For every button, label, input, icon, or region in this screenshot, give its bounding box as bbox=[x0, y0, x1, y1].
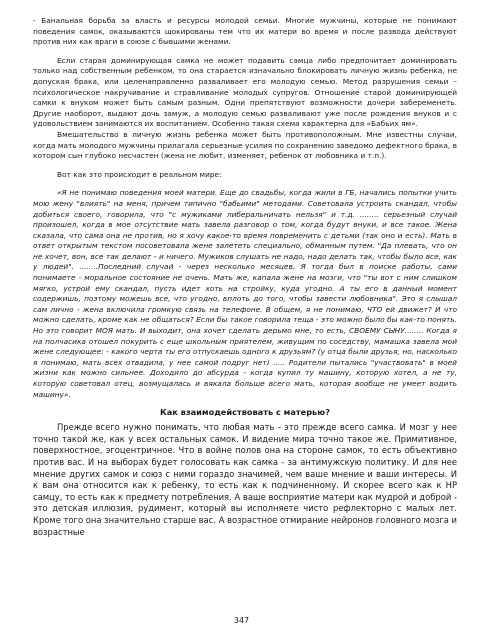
paragraph-3: Вмешательство в личную жизнь ребенка может быть противоположным. Мне известны случаи, когда мать молодого мужчины прилагала серьезные усилия по сохранению заведомо дефектного брака, в котором сын глубоко несчастен (жена не любит, изменяет, ребенок от любовника и т.п.). bbox=[33, 129, 457, 161]
paragraph-1: - Банальная борьба за власть и ресурсы молодой семьи. Многие мужчины, которые не понимают поведения самок, оказываются шокированы тем что их матери во время и после развода действуют против них как враги в союзе с бывшими женами. bbox=[33, 16, 457, 47]
quote-block bbox=[33, 188, 457, 400]
page-number: 347 bbox=[233, 616, 250, 625]
section-heading: Как взаимодействовать с матерью? bbox=[160, 407, 330, 418]
paragraph-2: Если старая доминирующая самка не может подавить самца либо предпочитает доминировать только над собственным ребенком, то она старается изначально блокировать личную жизнь ребенка, не допуская брака, или целенаправленно разваливает его молодую семью. Метод разрушения семьи – психологическое накручивание и стравливание молодых супругов. Отношение старой доминирующей самки к внуком может быть самым разным. Одни препятствуют возможности дочери забеременеть. Другие наоборот, выдают дочь замуж, а молодую семью разваливают уже после рождения внуков и с удовольствием занимаются их воспитанием. Особенно такая схема характерна для «Бабьих ям». bbox=[33, 55, 457, 129]
paragraph-4: Вот как это происходит в реальном мире: bbox=[57, 169, 222, 179]
closing-paragraph: Прежде всего нужно понимать, что любая мать - это прежде всего самка. И мозг у нее точно такой же, как у всех остальных самок. И видение мира точно такое же. Примитивное, поверхностное, эгоцентричное. Что в войне полов она на стороне самок, то есть объективно против вас. И на выборах будет голосовать как самка - за антимужскую политику. И для нее мнение других самок и союз с ними гораздо значимей, чем ваше мнение и ваши интересы. И к вам она относится как к ребенку, то есть как к подчиненному. И скорее всего как к НР самцу, то есть как к предмету потребления. А ваше восприятие матери как мудрой и доброй - это детская иллюзия, рудимент, который вы исполняете чисто рефлекторно с малых лет. Кроме того она значительно старше вас. А возрастное отмирание нейронов головного мозга и возрастные bbox=[33, 422, 457, 537]
page-body bbox=[33, 16, 457, 538]
quote-text: «Я не понимаю поведения моей матери. Еще до свадьбы, когда жили в ГБ, начались попытки учить мою жену "влиять" на меня, причем типично "бабьими" методами. Советовала устроить скандал, чтобы добиться своего, говорила, что "с мужиками либеральничать нельзя" и т.д. ........ серьезный случай произошел, когда в мое отсутствие мать завела разговор о том, когда будут внуки, и все такое. Жена сказала, что сама она не против, но я хочу какое-то время повременить с детьми (так оно и есть). Мать в ответ открытым текстом посоветовала жене залететь специально, обманным путем. "Да плевать, что он не хочет, вон, все так делают - и ничего. Мужиков слушать не надо, надо делать так, чтобы было все, как у людей". ........Последний случай - через несколько месяцев. Я тогда был в поиске работы, сами понимаете - моральное состояние не очень. Мать же, капала жене на мозги, что "ты вот с ним слишком мягко, устрой ему скандал, пусть идет хоть на стройку, куда угодно. А ты его в данный момент содержишь, поэтому можешь все, что угодно, вплоть до того, чтобы завести любовника". Это я слышал сам лично - жена включила громкую связь на телефоне. В общем, я не понимаю, ЧТО ей движет? И что можно сделать, кроме как не общаться? Если бы такое говорила теща - это можно было бы как-то понять. Но это говорит МОЯ мать. И выходит, она хочет сделать дерьмо мне, то есть, СВОЕМУ СЫНУ........ Когда я на полчасика отошел покурить с еще школьным приятелем, живущим по соседству, мамашка завела мой жене следующее: - какого черта ты его отпускаешь одного к друзьям? (у отца были друзья, но, насколько я понимаю, мать всех отвадила, у нее самой подруг нет) ..... Родители пытались "участвовать" в моей жизни как можно сильнее. Доходило до абсурда - когда купил ту машину, которую хотел, а не ту, которую советовал отец, возмущалась и вякала больше всего мать, которая вообще не умеет водить машину». bbox=[33, 188, 457, 399]
closing-block bbox=[33, 422, 457, 538]
